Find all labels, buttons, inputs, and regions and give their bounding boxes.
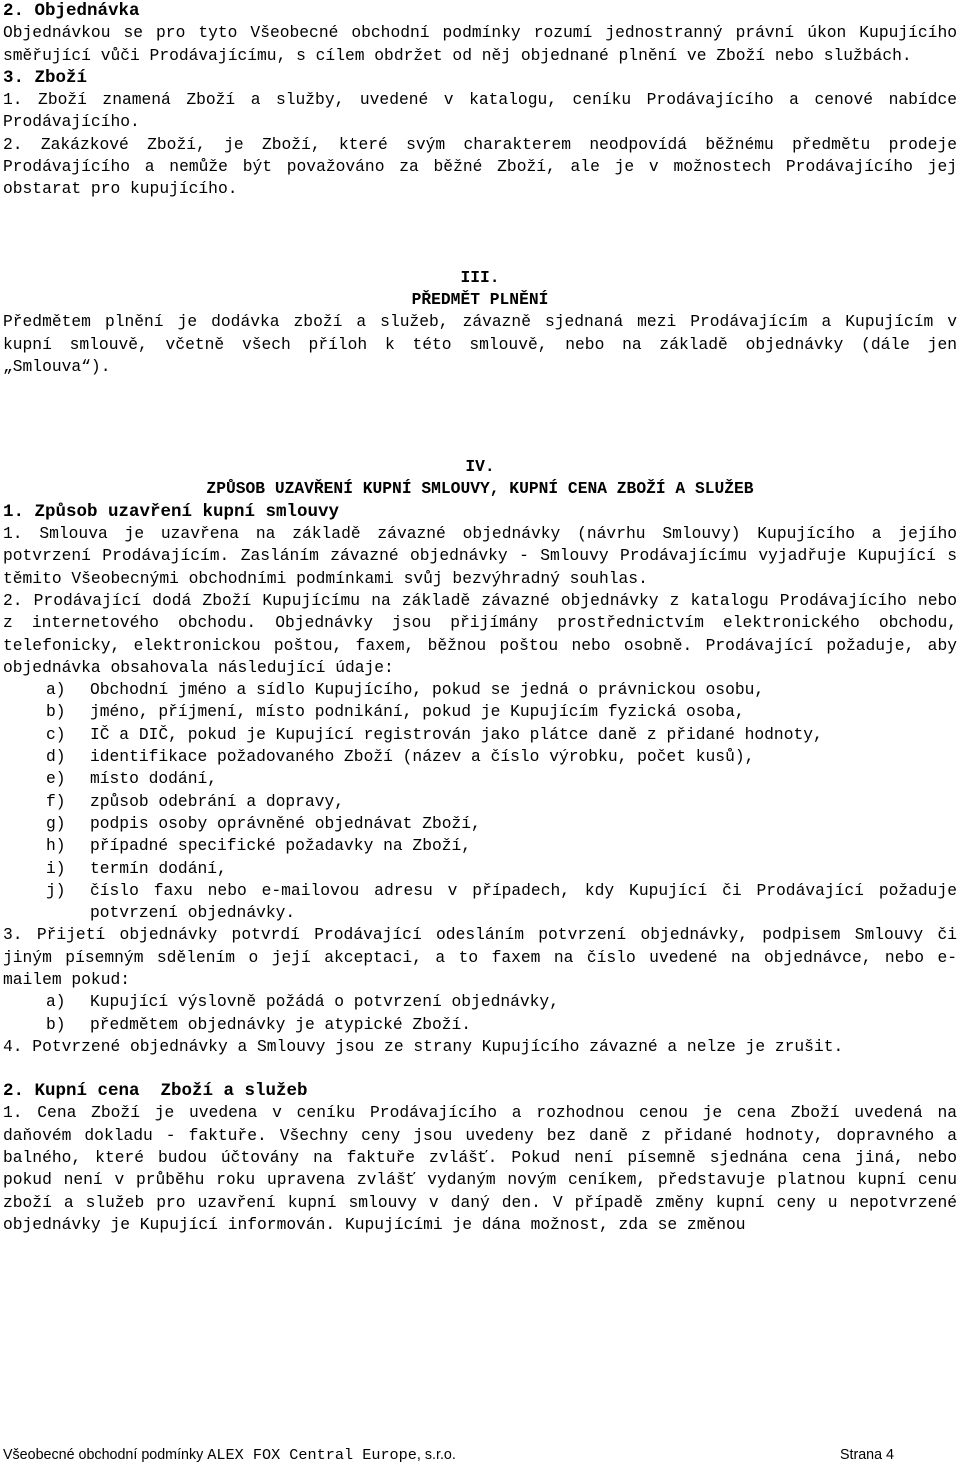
document-page xyxy=(3,0,957,1236)
list-item: d) identifikace požadovaného Zboží (název a číslo výrobku, počet kusů), xyxy=(46,747,755,767)
list-item: a) Kupující výslovně požádá o potvrzení objednávky, xyxy=(46,992,559,1012)
list-item: e) místo dodání, xyxy=(46,769,218,789)
list-item: i) termín dodání, xyxy=(46,858,227,878)
article-number-iv: IV. xyxy=(465,457,495,477)
paragraph-cena-zbozi: 1. Cena Zboží je uvedena v ceníku Prodávajícího a rozhodnou cenou je cena Zboží uvedená na daňovém dokladu - faktuře. Všechny ceny jsou uvedeny bez daně z přidané hodnoty, dopravného a balného, které budou účtovány na faktuře zvlášť. Pokud není písemně sjednána cena jiná, nebo pokud není v průběhu roku upravena zvlášť vydaným novým ceníkem, představuje platnou kupní cenu zboží a služeb pro uzavření kupní smlouvy v daný den. V případě změny kupní ceny u nepotvrzené objednávky je Kupující informován. Kupujícími je dána možnost, zda se změnou xyxy=(3,1103,957,1234)
article-title-predmet-plneni: PŘEDMĚT PLNĚNÍ xyxy=(411,289,549,309)
article-number-iii: III. xyxy=(460,267,500,287)
paragraph-predmet-plneni: Předmětem plnění je dodávka zboží a služeb, závazně sjednaná mezi Prodávajícím a Kupujícím v kupní smlouvě, včetně všech příloh k této smlouvě, nebo na základě objednávky (dále jen „Smlouva“). xyxy=(3,312,957,376)
subsection-heading-zpusob-uzavreni: 1. Způsob uzavření kupní smlouvy xyxy=(3,501,340,522)
list-required-order-data xyxy=(3,679,957,924)
footer-company-suffix: , s.r.o. xyxy=(416,1447,456,1463)
list-item: a) Obchodní jméno a sídlo Kupujícího, pokud se jedná o právnickou osobu, xyxy=(46,680,765,700)
paragraph-objednavka: Objednávkou se pro tyto Všeobecné obchodní podmínky rozumí jednostranný právní úkon Kupujícího směřující vůči Prodávajícímu, s cílem obdržet od něj objednané plnění ve Zboží nebo službách. xyxy=(3,23,957,65)
article-title-zpusob-uzavreni: ZPŮSOB UZAVŘENÍ KUPNÍ SMLOUVY, KUPNÍ CENA ZBOŽÍ A SLUŽEB xyxy=(206,479,754,499)
footer-title: Všeobecné obchodní podmínky xyxy=(3,1447,208,1463)
paragraph-zbozi-2: 2. Zakázkové Zboží, je Zboží, které svým charakterem neodpovídá běžnému předmětu prodeje Prodávajícího a nemůže být považováno za běžné Zboží, ale je v možnostech Prodávajícího jej obstarat pro kupujícího. xyxy=(3,134,957,199)
paragraph-prodavajici-doda: 2. Prodávající dodá Zboží Kupujícímu na základě závazné objednávky z katalogu Prodávajícího nebo z internetového obchodu. Objednávky jsou přijímány prostřednictvím elektronického obchodu, telefonicky, elektronickou poštou, faxem, běžnou poštou nebo osobně. Prodávající požaduje, aby objednávka obsahovala následující údaje: xyxy=(3,590,957,677)
list-item: b) předmětem objednávky je atypické Zboží. xyxy=(46,1014,472,1034)
list-item: h) případné specifické požadavky na Zboží, xyxy=(46,836,472,856)
paragraph-smlouva-uzavrena: 1. Smlouva je uzavřena na základě závazné objednávky (návrhu Smlouvy) Kupujícího a jejího potvrzení Prodávajícím. Zasláním závazné objednávky - Smlouvy Prodávajícímu vyjadřuje Kupující s těmito Všeobecnými obchodními podmínkami svůj bezvýhradný souhlas. xyxy=(3,524,957,588)
list-item: j) číslo faxu nebo e-mailovou adresu v případech, kdy Kupující či Prodávající požaduje potvrzení objednávky. xyxy=(46,880,957,923)
list-item: g) podpis osoby oprávněné objednávat Zboží, xyxy=(46,813,481,833)
subsection-heading-kupni-cena: 2. Kupní cena Zboží a služeb xyxy=(3,1081,308,1102)
list-item: b) jméno, příjmení, místo podnikání, pokud je Kupujícím fyzická osoba, xyxy=(46,702,745,722)
list-confirmation-conditions xyxy=(3,991,957,1036)
list-item: f) způsob odebrání a dopravy, xyxy=(46,791,345,811)
paragraph-potvrzene-objednavky: 4. Potvrzené objednávky a Smlouvy jsou ze strany Kupujícího závazné a nelze je zrušit. xyxy=(3,1036,844,1056)
section-heading-objednavka: 2. Objednávka xyxy=(3,1,140,21)
footer-company: ALEX FOX Central Europe xyxy=(207,1446,417,1464)
page-footer xyxy=(3,1446,957,1465)
list-item: c) IČ a DIČ, pokud je Kupující registrován jako plátce daně z přidané hodnoty, xyxy=(46,724,823,744)
paragraph-zbozi-1: 1. Zboží znamená Zboží a služby, uvedené v katalogu, ceníku Prodávajícího a cenové nabídce Prodávajícího. xyxy=(3,90,957,132)
page-number: Strana 4 xyxy=(839,1447,894,1463)
paragraph-prijeti-objednavky: 3. Přijetí objednávky potvrdí Prodávající odesláním potvrzení objednávky, podpisem Smlouvy či jiným písemným sdělením o její akceptaci, a to faxem na číslo uvedené na objednávce, nebo e-mailem pokud: xyxy=(3,925,957,989)
section-heading-zbozi: 3. Zboží xyxy=(3,67,88,88)
